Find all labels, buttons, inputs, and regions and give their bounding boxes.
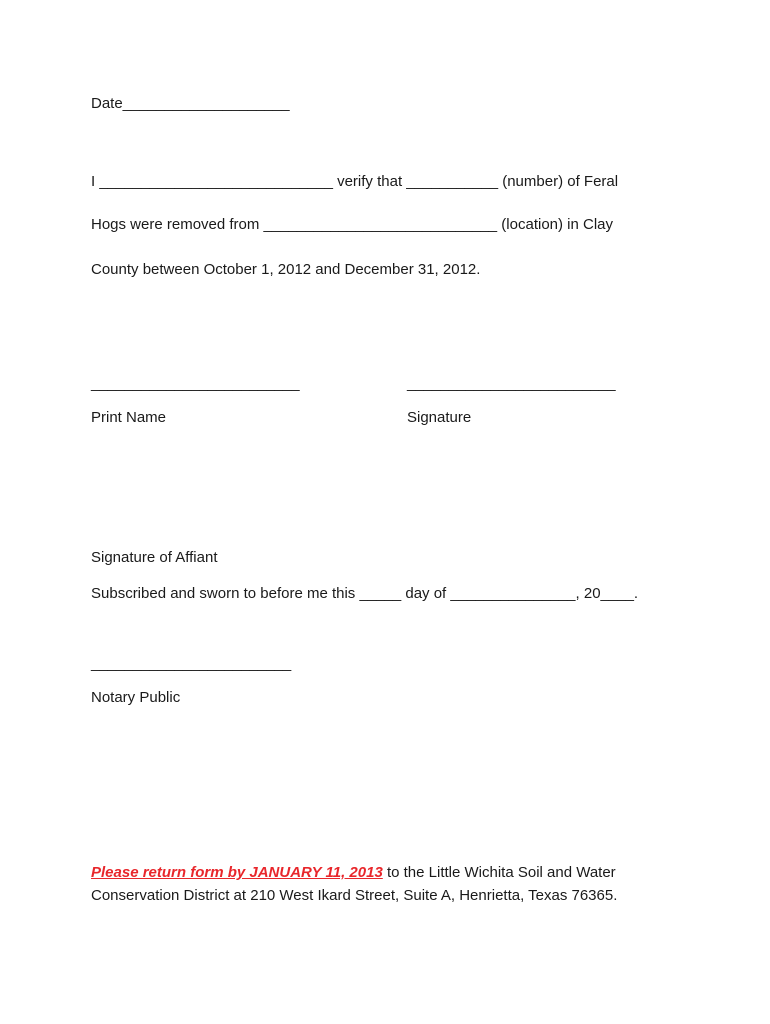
verify-line: I ____________________________ verify that ___________ (number) of Feral <box>91 173 619 190</box>
sworn-line: Subscribed and sworn to before me this _____ day of _______________, 20____. <box>91 585 639 602</box>
affiant-label: Signature of Affiant <box>91 549 218 566</box>
period-line: County between October 1, 2012 and December 31, 2012. <box>91 261 481 278</box>
return-deadline: Please return form by JANUARY 11, 2013 <box>91 864 383 881</box>
removed-line: Hogs were removed from ____________________________ (location) in Clay <box>91 216 614 233</box>
print-name-label: Print Name <box>91 409 167 426</box>
footer-line-1 <box>91 863 616 883</box>
signature-blank: _________________________ <box>407 375 616 392</box>
date-line: Date____________________ <box>91 95 290 112</box>
footer-line-2: Conservation District at 210 West Ikard Street, Suite A, Henrietta, Texas 76365. <box>91 887 618 904</box>
notary-label: Notary Public <box>91 689 181 706</box>
print-name-blank: _________________________ <box>91 375 300 392</box>
footer-destination: to the Little Wichita Soil and Water <box>382 864 616 881</box>
signature-label: Signature <box>407 409 472 426</box>
notary-blank: ________________________ <box>91 655 292 672</box>
